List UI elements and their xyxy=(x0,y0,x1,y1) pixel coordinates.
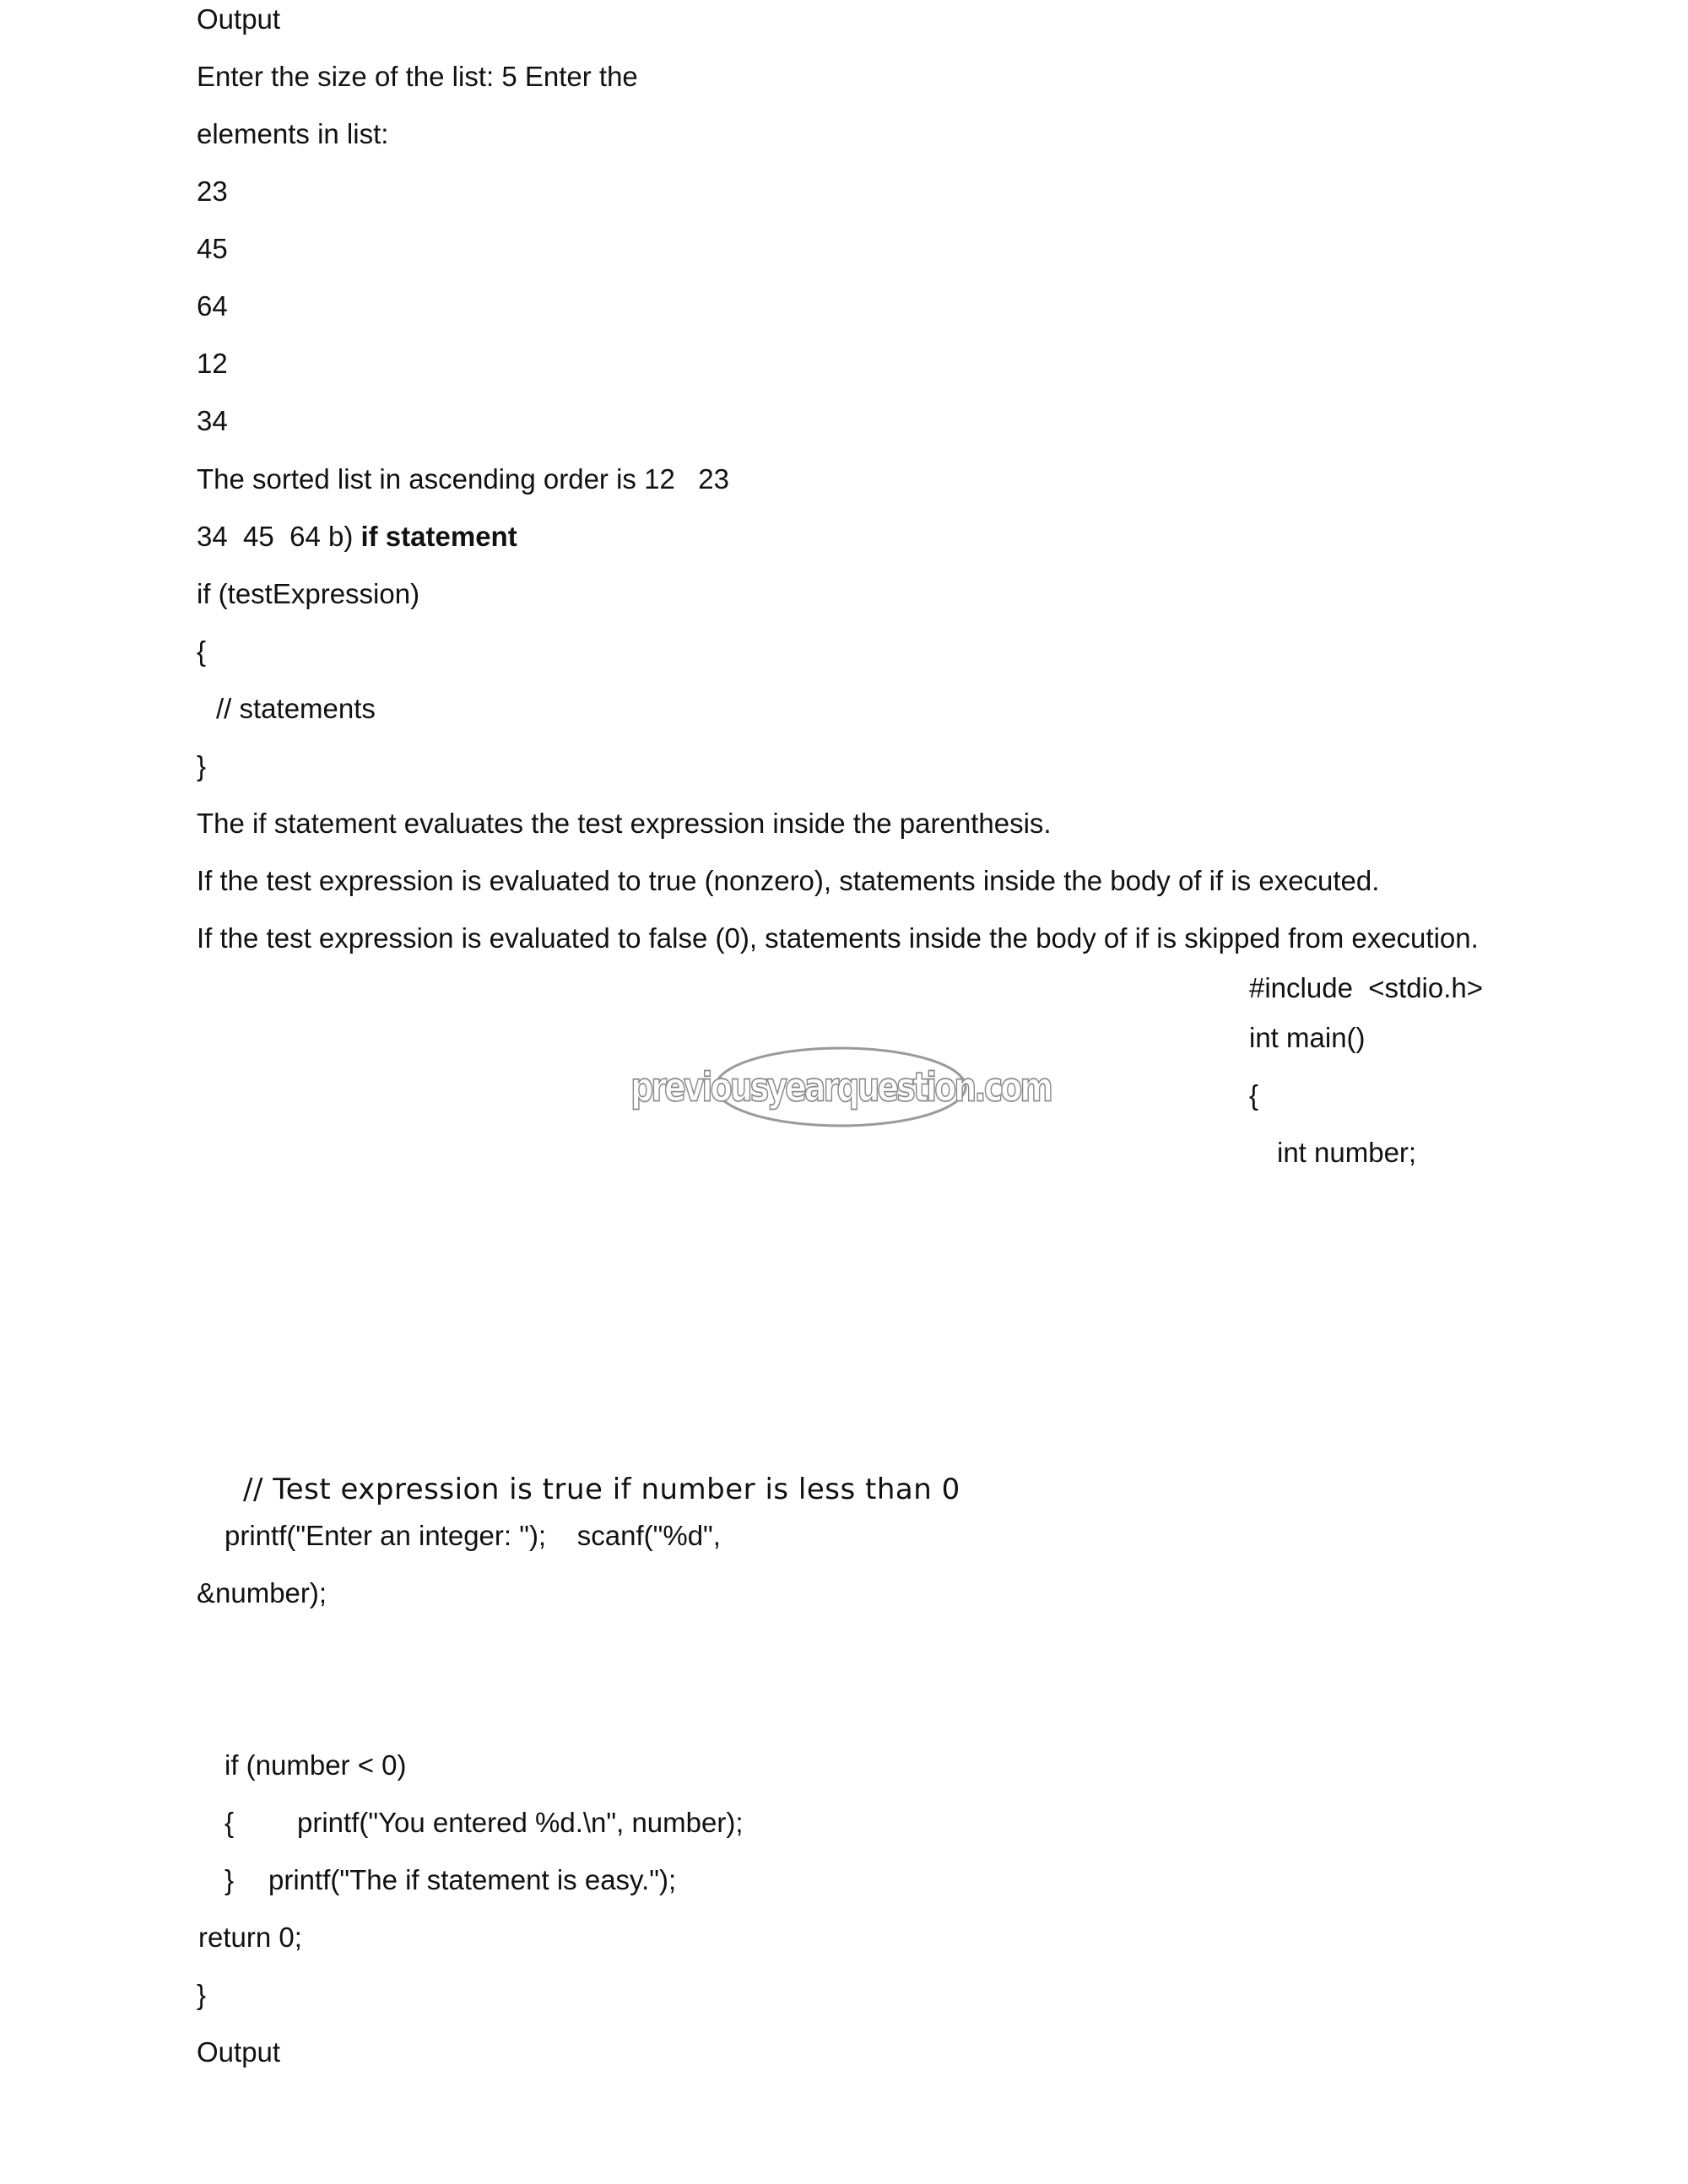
watermark-logo xyxy=(630,1045,1051,1129)
code-line: if (testExpression) xyxy=(197,578,420,609)
code-line: } xyxy=(197,1979,207,2010)
text-line: If the test expression is evaluated to true (nonzero), statements inside the body of if is executed. xyxy=(197,865,1380,896)
text-line: 64 xyxy=(197,290,228,322)
section-heading: if statement xyxy=(360,521,517,552)
code-line: { xyxy=(225,1807,235,1838)
code-line: #include <stdio.h> xyxy=(1249,972,1484,1003)
text-line: The if statement evaluates the test expression inside the parenthesis. xyxy=(197,808,1052,839)
watermark-text: previousyearquestion.com xyxy=(630,1063,1051,1111)
text-line: elements in list: xyxy=(197,118,389,149)
output-heading: Output xyxy=(197,3,281,35)
output-heading: Output xyxy=(197,2036,281,2068)
code-comment: // Test expression is true if number is less than 0 xyxy=(243,1473,960,1506)
code-line: printf("You entered %d.\n", number); xyxy=(297,1807,744,1838)
text-line: 45 xyxy=(197,233,228,264)
code-line: { xyxy=(1249,1079,1259,1111)
code-line: return 0; xyxy=(198,1922,302,1953)
code-line: } xyxy=(197,750,207,781)
code-line: int number; xyxy=(1277,1137,1417,1168)
code-line: &number); xyxy=(197,1577,327,1608)
text-line xyxy=(197,520,517,554)
code-line: } xyxy=(225,1864,235,1895)
text-line: The sorted list in ascending order is 12 23 xyxy=(197,463,730,495)
code-line: // statements xyxy=(216,693,376,724)
code-line: { xyxy=(197,635,207,667)
code-line: if (number < 0) xyxy=(225,1749,407,1781)
text-line: 23 xyxy=(197,176,228,207)
code-line: int main() xyxy=(1249,1022,1366,1053)
text-line: 34 xyxy=(197,405,228,436)
code-line: printf("Enter an integer: "); scanf("%d", xyxy=(225,1520,721,1551)
text-run: 34 45 64 b) xyxy=(197,521,361,552)
text-line: Enter the size of the list: 5 Enter the xyxy=(197,61,638,92)
text-line: If the test expression is evaluated to false (0), statements inside the body of if is skipped from execution. xyxy=(197,922,1479,954)
code-line: printf("The if statement is easy."); xyxy=(268,1864,677,1895)
text-line: 12 xyxy=(197,348,228,379)
